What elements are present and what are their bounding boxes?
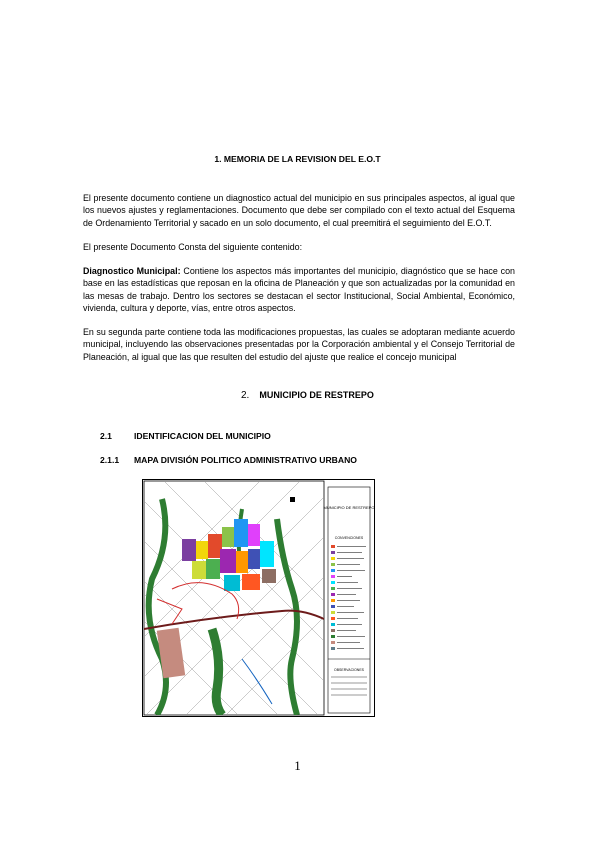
- section-1-heading: 1. MEMORIA DE LA REVISION DEL E.O.T: [214, 154, 381, 164]
- second-part-paragraph: En su segunda parte contiene toda las modificaciones propuestas, las cuales se adoptaran mediante acuerdo municipal, incluyendo las observaciones presentadas por la Corporación ambiental y el Consejo Territorial de Planeación, al igual que las que resulten del estudio del ajuste que realice el concejo municipal: [83, 327, 515, 362]
- section-2-1-1-heading: [100, 455, 357, 465]
- contents-paragraph: El presente Documento Consta del siguiente contenido:: [83, 242, 303, 252]
- legend-observations: OBSERVACIONES: [333, 668, 365, 672]
- section-2-title: MUNICIPIO DE RESTREPO: [259, 390, 374, 400]
- section-2-1-number: 2.1: [100, 431, 112, 441]
- page-number: 1: [294, 758, 301, 773]
- diagnostic-text: Contiene los aspectos más importantes del municipio, diagnóstico que se hace con base en las estadísticas que reposan en la oficina de Planeación y que son actualizadas por la comunidad en las mesas de trabajo. Dentro los sectores se destacan el sector Institucional, Social Ambiental, Económico, vivienda, cultura y deporte, vías, entre otros aspectos.: [83, 266, 515, 314]
- section-2-1-1-title: MAPA DIVISIÓN POLITICO ADMINISTRATIVO URBANO: [134, 455, 357, 465]
- diagnostic-label: Diagnostico Municipal:: [83, 266, 181, 276]
- section-2-heading: [241, 390, 374, 401]
- legend-header: CONVENCIONES: [334, 536, 364, 540]
- section-2-1-1-number: 2.1.1: [100, 455, 120, 465]
- section-2-number: 2.: [241, 390, 250, 401]
- legend-title: MUNICIPIO DE RESTREPO: [323, 505, 375, 510]
- section-2-1-heading: [100, 431, 271, 441]
- diagnostic-paragraph: [83, 265, 515, 315]
- intro-paragraph: El presente documento contiene un diagnostico actual del municipio en sus principales aspectos, al igual que los nuevos ajustes y reglamentaciones. Documento que debe ser compilado con el texto actual del Esquema de Ordenamiento Territorial y sacado en un solo documento, el cual preemitirá el seguimiento del E.O.T.: [83, 193, 515, 228]
- urban-division-map: [142, 479, 375, 717]
- section-2-1-title: IDENTIFICACION DEL MUNICIPIO: [134, 431, 271, 441]
